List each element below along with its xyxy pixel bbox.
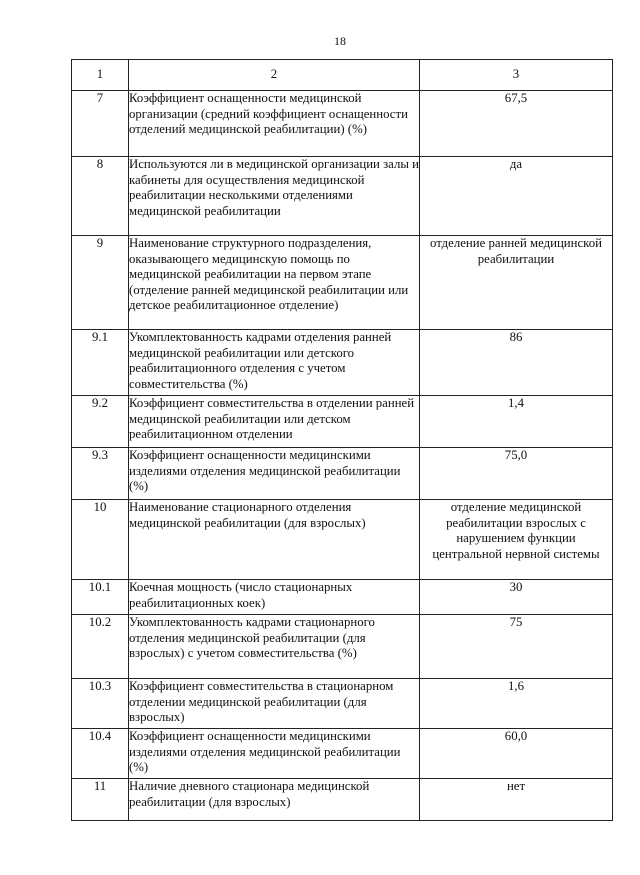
table-row xyxy=(72,91,613,157)
table-header-row xyxy=(72,60,613,91)
row-value-cell: отделение медицинской реабилитации взрослых с нарушением функции центральной нервной системы xyxy=(420,500,613,580)
row-value-cell: да xyxy=(420,157,613,236)
row-label-cell: Наименование структурного подразделения, оказывающего медицинскую помощь по медицинской реабилитации на первом этапе (отделение ранней медицинской реабилитации или детское реабилитационное отделение) xyxy=(129,236,420,330)
row-label-cell: Укомплектованность кадрами стационарного отделения медицинской реабилитации (для взрослых) с учетом совместительства (%) xyxy=(129,615,420,679)
table-row xyxy=(72,729,613,779)
row-label-cell: Коэффициент совместительства в стационарном отделении медицинской реабилитации (для взрослых) xyxy=(129,679,420,729)
row-label-cell: Коэффициент оснащенности медицинскими изделиями отделения медицинской реабилитации (%) xyxy=(129,448,420,500)
data-table xyxy=(71,59,613,821)
table-row xyxy=(72,330,613,396)
table-row xyxy=(72,448,613,500)
table-row xyxy=(72,779,613,821)
row-label-cell: Коечная мощность (число стационарных реабилитационных коек) xyxy=(129,580,420,615)
row-value-cell: 60,0 xyxy=(420,729,613,779)
row-value-cell: отделение ранней медицинской реабилитации xyxy=(420,236,613,330)
row-value-cell: 75,0 xyxy=(420,448,613,500)
header-cell-col1: 1 xyxy=(72,60,129,91)
row-number-cell: 7 xyxy=(72,91,129,157)
row-label-cell: Наименование стационарного отделения медицинской реабилитации (для взрослых) xyxy=(129,500,420,580)
row-number-cell: 9 xyxy=(72,236,129,330)
row-number-cell: 10.4 xyxy=(72,729,129,779)
table-row xyxy=(72,396,613,448)
table-row xyxy=(72,157,613,236)
row-number-cell: 8 xyxy=(72,157,129,236)
row-label-cell: Коэффициент совместительства в отделении ранней медицинской реабилитации или детском реабилитационном отделении xyxy=(129,396,420,448)
row-number-cell: 11 xyxy=(72,779,129,821)
row-value-cell: 67,5 xyxy=(420,91,613,157)
row-label-cell: Наличие дневного стационара медицинской реабилитации (для взрослых) xyxy=(129,779,420,821)
table-row xyxy=(72,580,613,615)
row-label-cell: Укомплектованность кадрами отделения ранней медицинской реабилитации или детского реабилитационного отделения с учетом совместительства (%) xyxy=(129,330,420,396)
row-value-cell: 30 xyxy=(420,580,613,615)
row-value-cell: 1,4 xyxy=(420,396,613,448)
row-number-cell: 10 xyxy=(72,500,129,580)
table-row xyxy=(72,500,613,580)
header-cell-col3: 3 xyxy=(420,60,613,91)
row-number-cell: 9.3 xyxy=(72,448,129,500)
row-number-cell: 9.2 xyxy=(72,396,129,448)
row-number-cell: 9.1 xyxy=(72,330,129,396)
row-value-cell: 1,6 xyxy=(420,679,613,729)
row-number-cell: 10.3 xyxy=(72,679,129,729)
header-cell-col2: 2 xyxy=(129,60,420,91)
row-label-cell: Коэффициент оснащенности медицинскими изделиями отделения медицинской реабилитации (%) xyxy=(129,729,420,779)
row-label-cell: Коэффициент оснащенности медицинской организации (средний коэффициент оснащенности отделений медицинской реабилитации) (%) xyxy=(129,91,420,157)
row-number-cell: 10.2 xyxy=(72,615,129,679)
row-value-cell: нет xyxy=(420,779,613,821)
table-row xyxy=(72,236,613,330)
row-number-cell: 10.1 xyxy=(72,580,129,615)
page-number: 18 xyxy=(334,34,346,48)
table-row xyxy=(72,679,613,729)
row-value-cell: 86 xyxy=(420,330,613,396)
row-label-cell: Используются ли в медицинской организации залы и кабинеты для осуществления медицинской реабилитации несколькими отделениями медицинской реабилитации xyxy=(129,157,420,236)
row-value-cell: 75 xyxy=(420,615,613,679)
table-body xyxy=(72,60,613,821)
table-row xyxy=(72,615,613,679)
